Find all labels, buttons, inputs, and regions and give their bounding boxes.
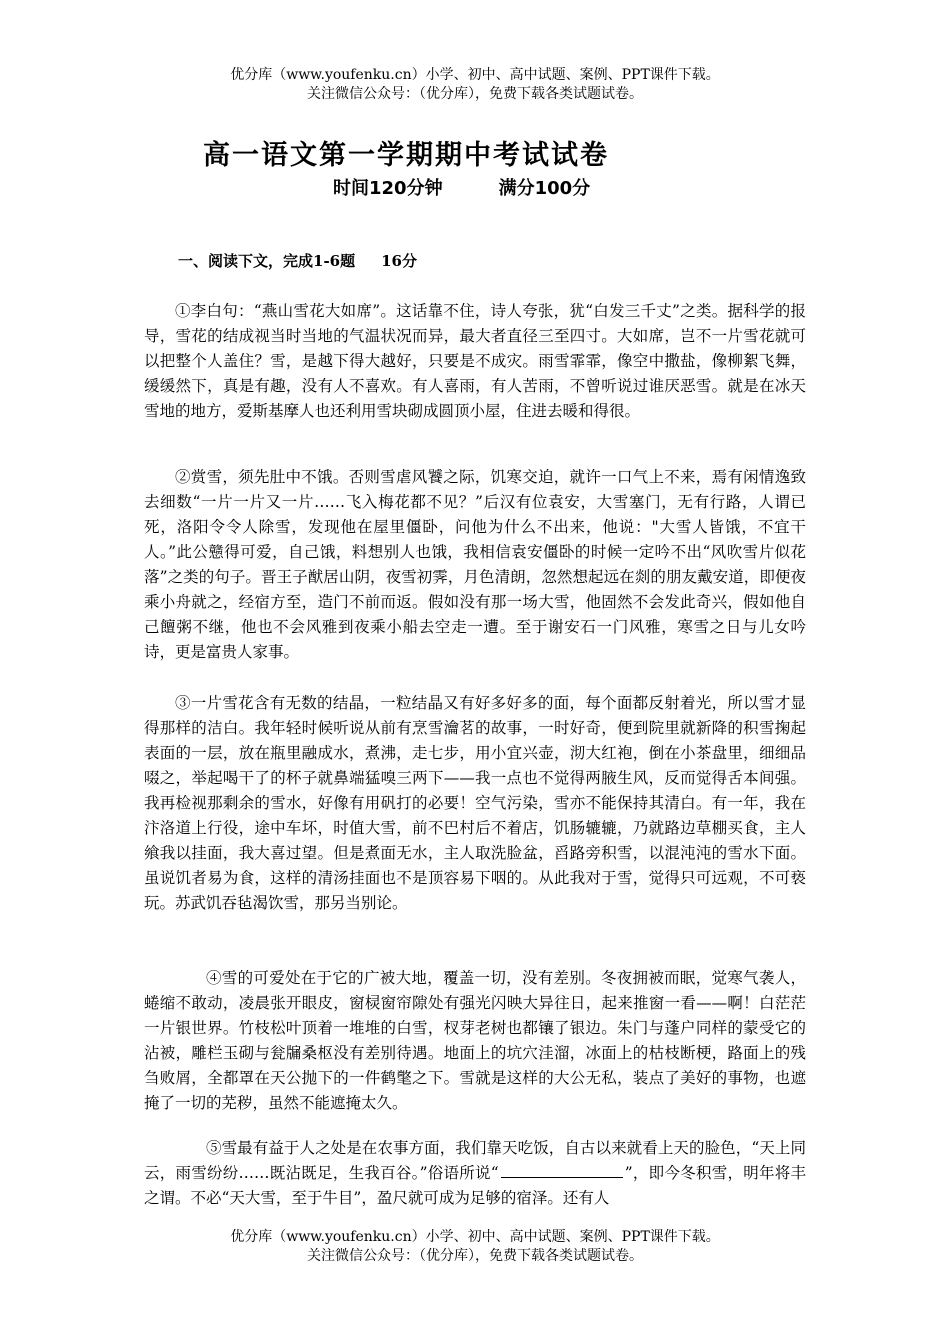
- passage-paragraph-3: ③一片雪花含有无数的结晶，一粒结晶又有好多好多的面，每个面都反射着光，所以雪才显得那样的洁白。我年轻时候听说从前有烹雪瀹茗的故事，一时好奇，便到院里就新降的积雪掬起表面的一层，放在瓶里融成水，煮沸，走七步，用小宜兴壶，沏大红袍，倒在小茶盘里，细细品啜之，举起喝干了的杯子就鼻端猛嗅三两下——我一点也不觉得两腋生风，反而觉得舌本间强。我再检视那剩余的雪水，好像有用矾打的必要！空气污染，雪亦不能保持其清白。有一年，我在汴洛道上行役，途中车坏，时值大雪，前不巴村后不着店，饥肠辘辘，乃就路边草棚买食，主人飨我以挂面，我大喜过望。但是煮面无水，主人取洗脸盆，舀路旁积雪，以混沌沌的雪水下面。虽说饥者易为食，这样的清汤挂面也不是顶容易下咽的。从此我对于雪，觉得只可远观，不可亵玩。苏武饥吞毡渴饮雪，那另当别论。: [144, 694, 806, 912]
- exam-title: 高一语文第一学期期中考试试卷: [203, 140, 609, 171]
- exam-subtitle: [333, 174, 590, 200]
- page-footer: [0, 1228, 950, 1266]
- section-points: 16分: [381, 252, 417, 270]
- page-header: [0, 66, 950, 104]
- footer-line-2: 关注微信公众号：（优分库），免费下载各类试题试卷。: [307, 1248, 643, 1264]
- paragraph-5-after-blank: ”，即今冬积雪，明年将丰之谓。不必“天大雪，至于牛目”，盈尺就可成为足够的宿泽。还有人: [144, 1164, 806, 1207]
- header-line-1: 优分库（www.youfenku.cn）小学、初中、高中试题、案例、PPT课件下载。: [230, 67, 720, 83]
- passage-paragraph-1: ①李白句：“燕山雪花大如席”。这话靠不住，诗人夸张，犹“白发三千丈”之类。据科学的报导，雪花的结成视当时当地的气温状况而异，最大者直径三至四寸。大如席，岂不一片雪花就可以把整个人盖住？雪，是越下得大越好，只要是不成灾。雨雪霏霏，像空中撒盐，像柳絮飞舞，缓缓然下，真是有趣，没有人不喜欢。有人喜雨，有人苦雨，不曾听说过谁厌恶雪。就是在冰天雪地的地方，爱斯基摩人也还利用雪块砌成圆顶小屋，住进去暖和得很。: [144, 302, 806, 420]
- exam-score: 满分100分: [498, 178, 591, 199]
- exam-time: 时间120分钟: [333, 178, 443, 199]
- fill-in-blank: [501, 1162, 623, 1178]
- footer-line-1: 优分库（www.youfenku.cn）小学、初中、高中试题、案例、PPT课件下载。: [230, 1229, 720, 1245]
- section-heading: [178, 250, 417, 271]
- passage-paragraph-2: ②赏雪，须先肚中不饿。否则雪虐风饕之际，饥寒交迫，就许一口气上不来，焉有闲情逸致去细数“一片一片又一片……飞入梅花都不见？”后汉有位袁安，大雪塞门，无有行路，人谓已死，洛阳令令人除雪，发现他在屋里僵卧，问他为什么不出来，他说："大雪人皆饿，不宜干人。”此公戆得可爱，自己饿，料想别人也饿，我相信袁安僵卧的时候一定吟不出“风吹雪片似花落”之类的句子。晋王子猷居山阴，夜雪初霁，月色清朗，忽然想起远在剡的朋友戴安道，即便夜乘小舟就之，经宿方至，造门不前而返。假如没有那一场大雪，他固然不会发此奇兴，假如他自己饘粥不继，他也不会风雅到夜乘小船去空走一遭。至于谢安石一门风雅，寒雪之日与儿女吟诗，更是富贵人家事。: [144, 468, 806, 661]
- passage-paragraph-4: ④雪的可爱处在于它的广被大地，覆盖一切，没有差别。冬夜拥被而眠，觉寒气袭人，蜷缩不敢动，凌晨张开眼皮，窗棂窗帘隙处有强光闪映大异往日，起来推窗一看——啊！白茫茫一片银世界。竹枝松叶顶着一堆堆的白雪，杈芽老树也都镶了银边。朱门与蓬户同样的蒙受它的沾被，雕栏玉砌与瓮牖桑枢没有差别待遇。地面上的坑穴洼溜，冰面上的枯枝断梗，路面上的残刍败屑，全都罩在天公抛下的一件鹤氅之下。雪就是这样的大公无私，装点了美好的事物，也遮掩了一切的芜秽，虽然不能遮掩太久。: [144, 969, 806, 1112]
- paragraph-5-before-blank: ⑤雪最有益于人之处是在农事方面，我们靠天吃饭，自古以来就看上天的脸色，“天上同云，雨雪纷纷……既沾既足，生我百谷。”俗语所说“: [144, 1139, 806, 1182]
- header-line-2: 关注微信公众号：（优分库），免费下载各类试题试卷。: [307, 86, 643, 102]
- section-heading-text: 一、阅读下文，完成1-6题: [178, 252, 356, 270]
- passage-paragraph-5: [144, 1136, 806, 1211]
